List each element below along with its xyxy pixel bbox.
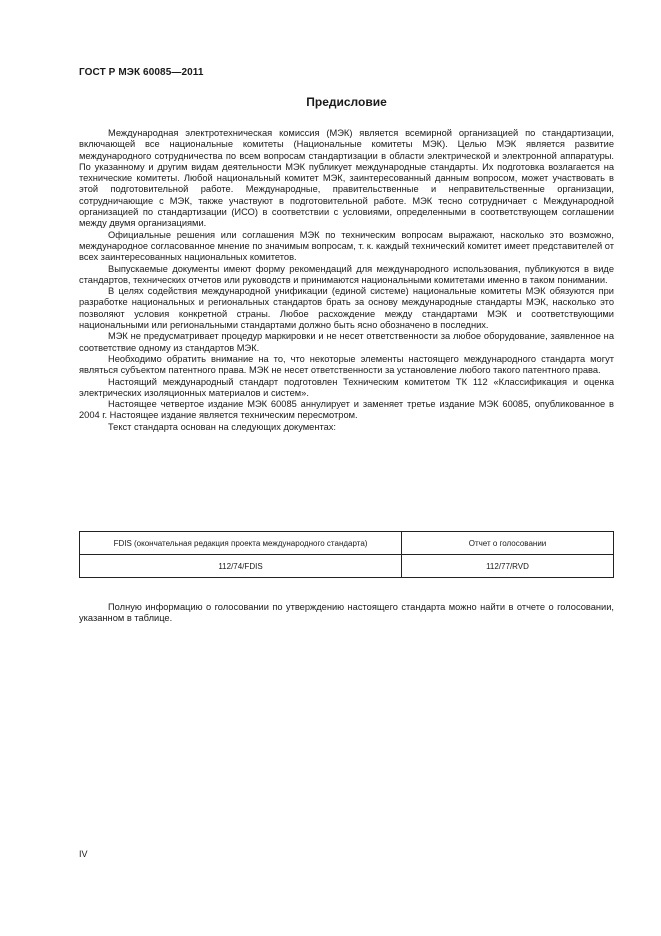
foreword-body — [79, 128, 614, 433]
table-cell: 112/74/FDIS — [80, 555, 402, 578]
table-row — [80, 555, 614, 578]
page-title: Предисловие — [306, 95, 387, 109]
paragraph: Выпускаемые документы имеют форму рекомендаций для международного использования, публикуются в виде стандартов, технических отчетов или руководств и принимаются национальными комитетами именно в таком понимании. — [79, 263, 614, 285]
table-cell: 112/77/RVD — [402, 555, 614, 578]
page-number: IV — [79, 849, 88, 859]
paragraph: Официальные решения или соглашения МЭК по техническим вопросам выражают, насколько это возможно, международное согласованное мнение по значимым вопросам, т. к. каждый технический комитет имеет представителей от всех заинтересованных национальных комитетов. — [79, 229, 614, 263]
paragraph: Полную информацию о голосовании по утверждению настоящего стандарта можно найти в отчете о голосовании, указанном в таблице. — [79, 602, 614, 624]
paragraph: Международная электротехническая комиссия (МЭК) является всемирной организацией по стандартизации, включающей все национальные комитеты (Национальные комитеты МЭК). Целью МЭК является развитие международного сотрудничества по всем вопросам стандартизации в области электрической и электронной аппаратуры. По указанному и другим видам деятельности МЭК публикует международные стандарты. Их подготовка возлагается на технические комитеты. Любой национальный комитет МЭК, заинтересованный данным вопросом, может участвовать в этой подготовительной работе. Международные, правительственные и неправительственные организации, сотрудничающие с МЭК, также участвуют в подготовительной работе. МЭК тесно сотрудничает с Международной организацией по стандартизации (ИСО) в соответствии с условиями, определенными в соответствующем соглашении между двумя организациями. — [79, 128, 614, 229]
paragraph: В целях содействия международной унификации (единой системе) национальные комитеты МЭК обязуются при разработке национальных и региональных стандартов брать за основу международные стандарты МЭК, насколько это позволяют условия конкретной страны. Любое расхождение между стандартами МЭК и соответствующими национальными или региональными стандартами должно быть ясно обозначено в последних. — [79, 286, 614, 331]
document-id-header: ГОСТ Р МЭК 60085—2011 — [79, 67, 204, 78]
table-header-cell: Отчет о голосовании — [402, 532, 614, 555]
table-header-row — [80, 532, 614, 555]
paragraph: Необходимо обратить внимание на то, что некоторые элементы настоящего международного стандарта могут являться субъектом патентного права. МЭК не несет ответственности за установление любого такого патентного права. — [79, 353, 614, 376]
paragraph: Текст стандарта основан на следующих документах: — [108, 421, 337, 432]
table-header-cell: FDIS (окончательная редакция проекта международного стандарта) — [80, 532, 402, 555]
paragraph: Настоящее четвертое издание МЭК 60085 аннулирует и заменяет третье издание МЭК 60085, опубликованное в 2004 г. Настоящее издание является техническим пересмотром. — [79, 399, 614, 421]
paragraph: МЭК не предусматривает процедур маркировки и не несет ответственности за любое оборудование, заявленное на соответствие одному из стандартов МЭК. — [79, 331, 614, 353]
voting-info — [79, 602, 614, 625]
paragraph: Настоящий международный стандарт подготовлен Техническим комитетом ТК 112 «Классификация и оценка электрических изоляционных материалов и систем». — [79, 376, 614, 398]
documents-table — [79, 531, 614, 578]
